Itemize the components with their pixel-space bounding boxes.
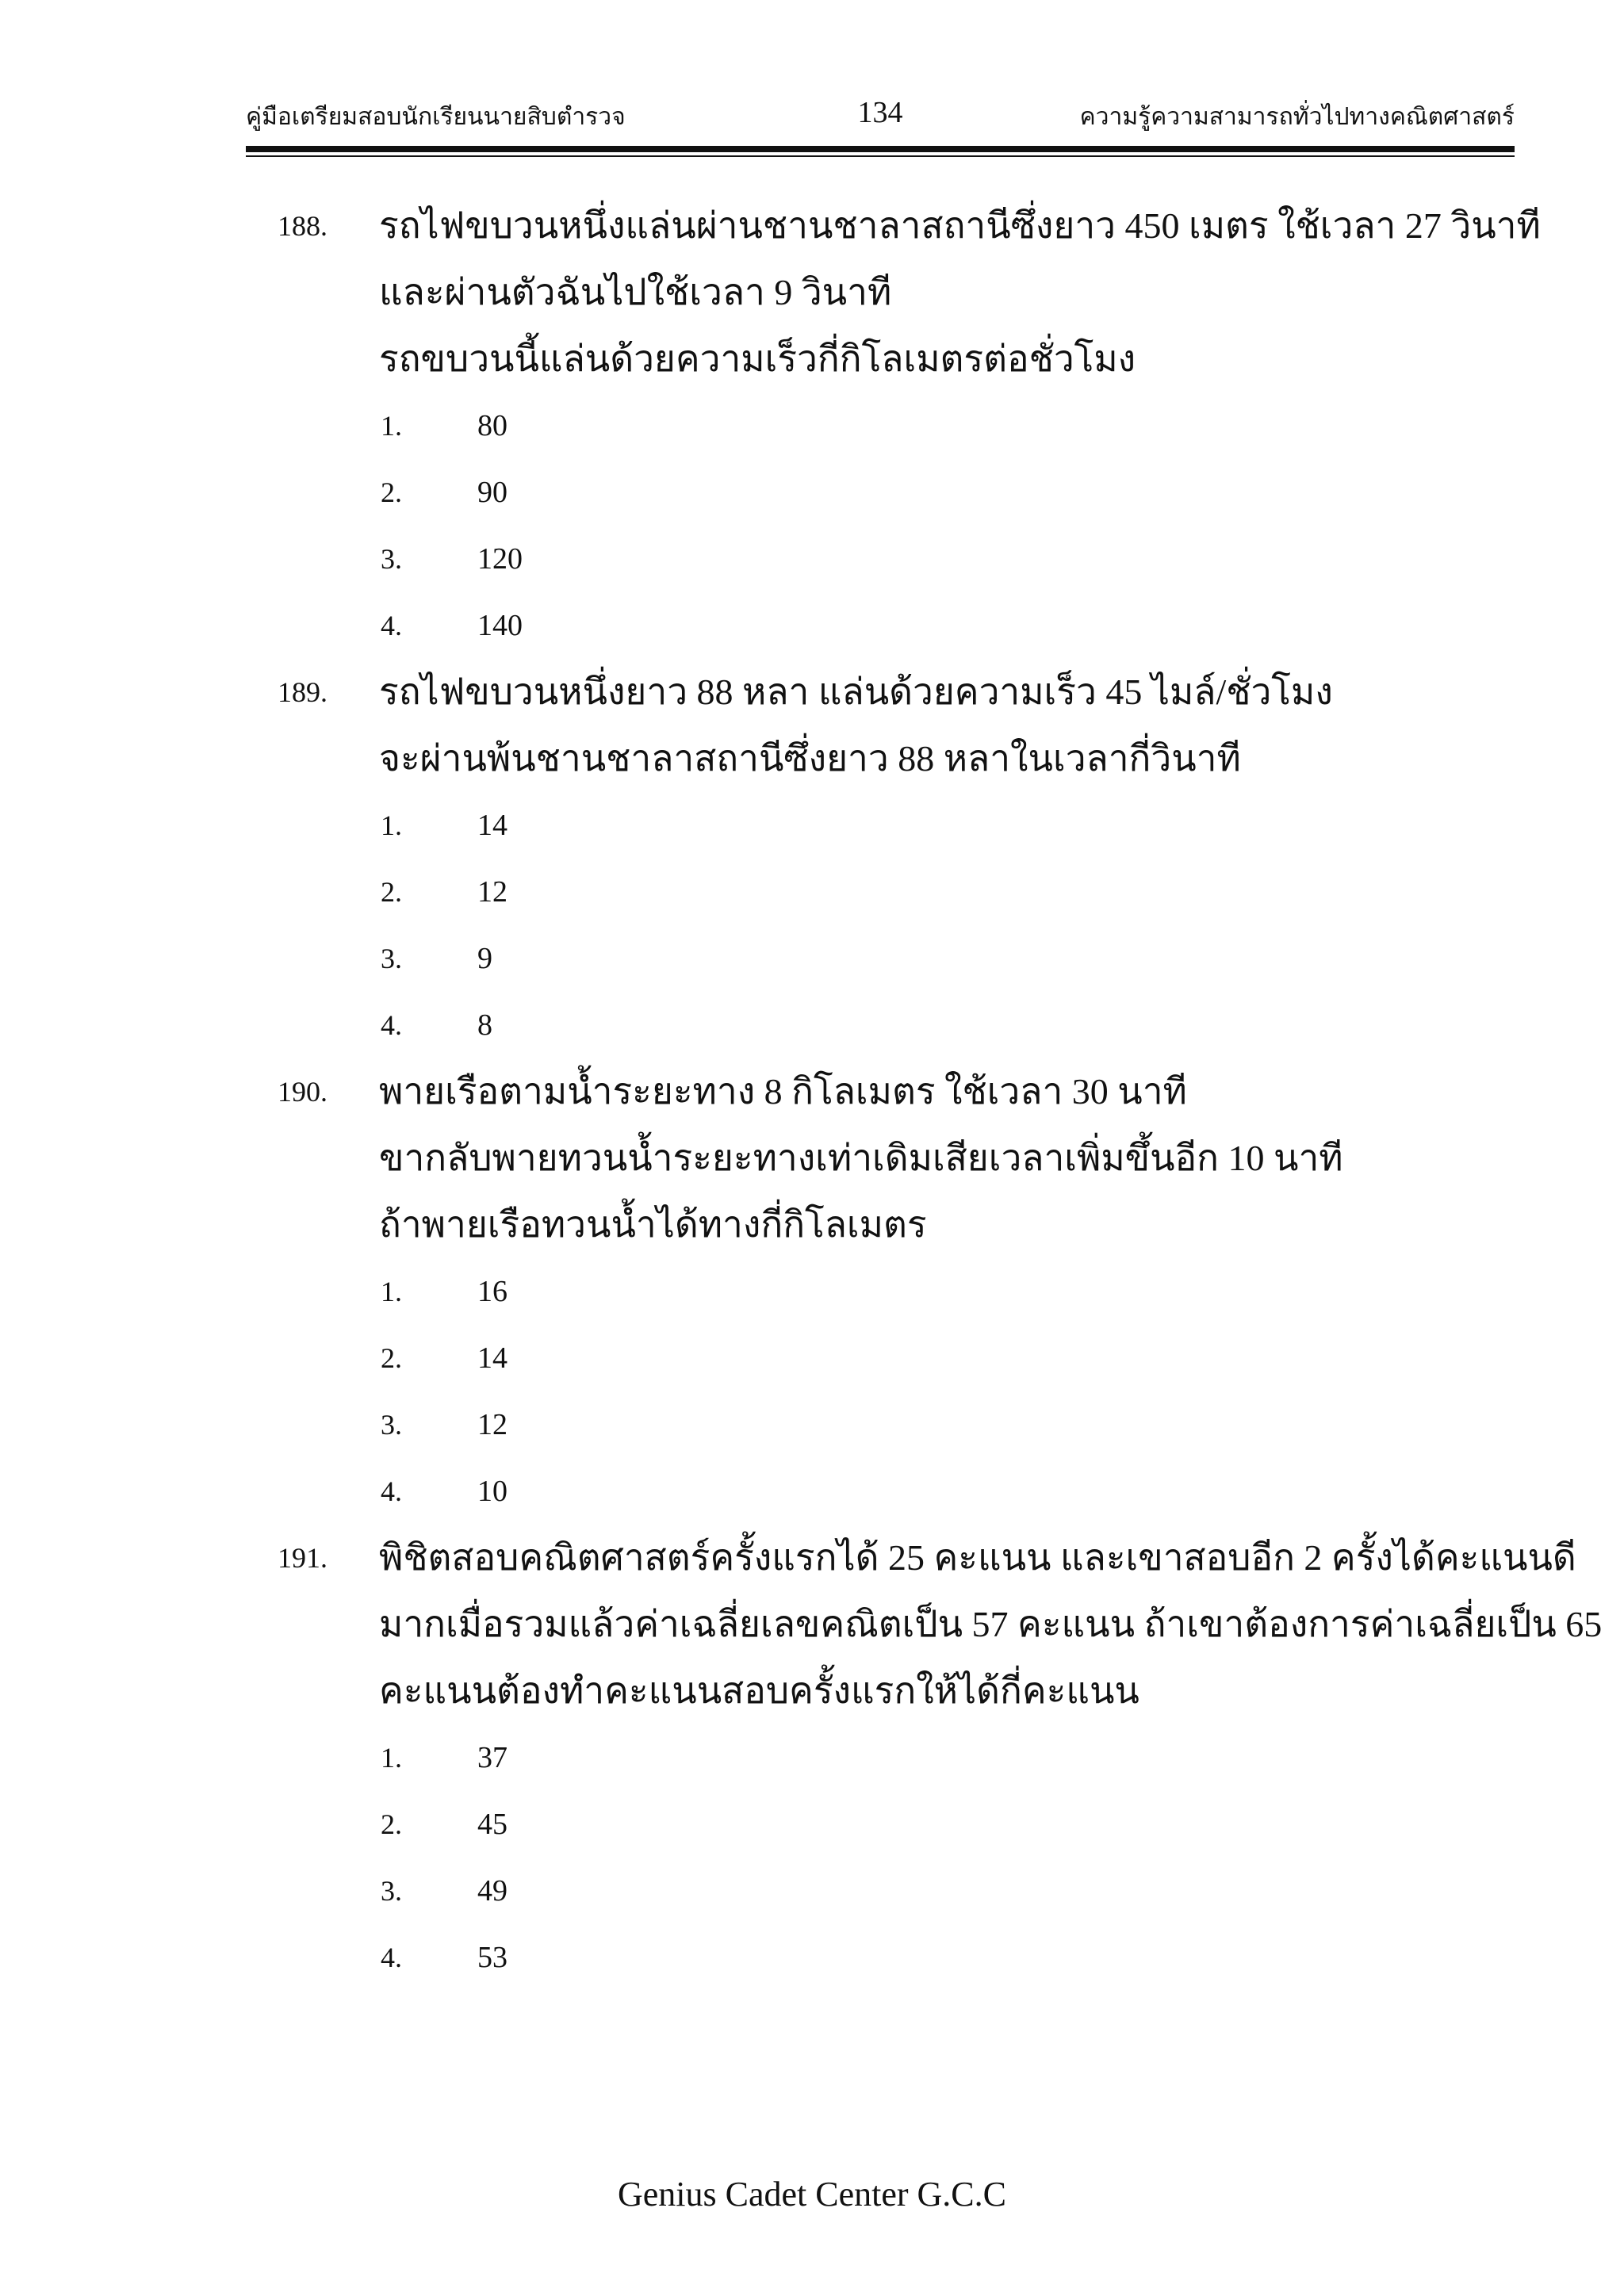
choice-value: 14 (477, 809, 508, 842)
answer-choice (278, 1391, 1515, 1458)
choice-value: 12 (477, 875, 508, 909)
header-rule-thin (246, 155, 1515, 157)
choice-number: 3. (381, 943, 402, 974)
answer-choice (278, 1724, 1515, 1791)
choice-value: 10 (477, 1475, 508, 1508)
question-text-line: พิชิตสอบคณิตศาสตร์ครั้งแรกได้ 25 คะแนน และเขาสอบอีก 2 ครั้งได้คะแนนดี (379, 1537, 1576, 1578)
answer-choice (278, 925, 1515, 992)
answer-choice (278, 992, 1515, 1058)
question-number: 189. (278, 676, 327, 708)
answer-choice (278, 1258, 1515, 1325)
choice-number: 4. (381, 1942, 402, 1973)
choice-value: 45 (477, 1808, 508, 1841)
choice-number: 4. (381, 1009, 402, 1041)
page-footer: Genius Cadet Center G.C.C (617, 2175, 1007, 2214)
choice-value: 140 (477, 609, 523, 642)
question-text-line: ขากลับพายทวนน้ำระยะทางเท่าเดิมเสียเวลาเพิ่มขึ้นอีก 10 นาที (379, 1138, 1343, 1178)
choice-number: 2. (381, 876, 402, 908)
choice-number: 4. (381, 610, 402, 641)
question-number: 191. (278, 1542, 327, 1574)
choice-number: 3. (381, 543, 402, 575)
question-text-line: จะผ่านพ้นชานชาลาสถานีซึ่งยาว 88 หลาในเวลากี่วินาที (379, 738, 1241, 779)
answer-choice (278, 792, 1515, 859)
page-header (246, 94, 1515, 143)
answer-choice (278, 1858, 1515, 1924)
question-text-line: รถไฟขบวนหนึ่งแล่นผ่านชานชาลาสถานีซึ่งยาว 450 เมตร ใช้เวลา 27 วินาที (379, 205, 1541, 246)
choice-number: 1. (381, 1742, 402, 1774)
question-text-line: รถขบวนนี้แล่นด้วยความเร็วกี่กิโลเมตรต่อชั่วโมง (379, 339, 1136, 379)
answer-choice (278, 1325, 1515, 1391)
choice-number: 1. (381, 809, 402, 841)
choice-number: 2. (381, 476, 402, 508)
page-number: 134 (857, 96, 903, 129)
answer-choice (278, 1924, 1515, 1991)
question-190 (278, 1058, 1515, 1525)
question-text-line: ถ้าพายเรือทวนน้ำได้ทางกี่กิโลเมตร (379, 1204, 927, 1245)
header-book-title: คู่มือเตรียมสอบนักเรียนนายสิบตำรวจ (246, 104, 626, 130)
question-text-line: มากเมื่อรวมแล้วค่าเฉลี่ยเลขคณิตเป็น 57 คะแนน ถ้าเขาต้องการค่าเฉลี่ยเป็น 65 (379, 1604, 1603, 1644)
choice-value: 53 (477, 1941, 508, 1974)
choice-number: 4. (381, 1475, 402, 1507)
answer-choice (278, 1458, 1515, 1525)
choice-number: 1. (381, 410, 402, 442)
question-188 (278, 193, 1541, 659)
choice-value: 16 (477, 1275, 508, 1308)
header-chapter-title: ความรู้ความสามารถทั่วไปทางคณิตศาสตร์ (1079, 104, 1515, 130)
choice-number: 3. (381, 1409, 402, 1441)
choice-value: 49 (477, 1874, 508, 1908)
choice-value: 90 (477, 476, 508, 509)
choice-number: 1. (381, 1276, 402, 1307)
question-text-line: คะแนนต้องทำคะแนนสอบครั้งแรกให้ได้กี่คะแนน (379, 1670, 1139, 1711)
choice-number: 3. (381, 1875, 402, 1907)
question-191 (278, 1525, 1603, 1991)
choice-value: 12 (477, 1408, 508, 1441)
choice-value: 8 (477, 1008, 492, 1042)
question-text-line: และผ่านตัวฉันไปใช้เวลา 9 วินาที (379, 272, 892, 312)
choice-value: 9 (477, 942, 492, 975)
question-number: 188. (278, 210, 327, 242)
question-text-line: รถไฟขบวนหนึ่งยาว 88 หลา แล่นด้วยความเร็ว 45 ไมล์/ชั่วโมง (379, 672, 1333, 712)
question-number: 190. (278, 1076, 327, 1108)
answer-choice (278, 592, 1515, 659)
choice-value: 14 (477, 1341, 508, 1375)
answer-choice (278, 859, 1515, 925)
header-rule-thick (246, 146, 1515, 152)
choice-number: 2. (381, 1808, 402, 1840)
answer-choice (278, 1791, 1515, 1858)
choice-value: 80 (477, 409, 508, 442)
question-text-line: พายเรือตามน้ำระยะทาง 8 กิโลเมตร ใช้เวลา 30 นาที (379, 1071, 1187, 1112)
choice-value: 37 (477, 1741, 508, 1774)
answer-choice (278, 392, 1515, 459)
answer-choice (278, 459, 1515, 526)
choice-value: 120 (477, 542, 523, 576)
question-189 (278, 659, 1515, 1058)
choice-number: 2. (381, 1342, 402, 1374)
answer-choice (278, 526, 1515, 592)
